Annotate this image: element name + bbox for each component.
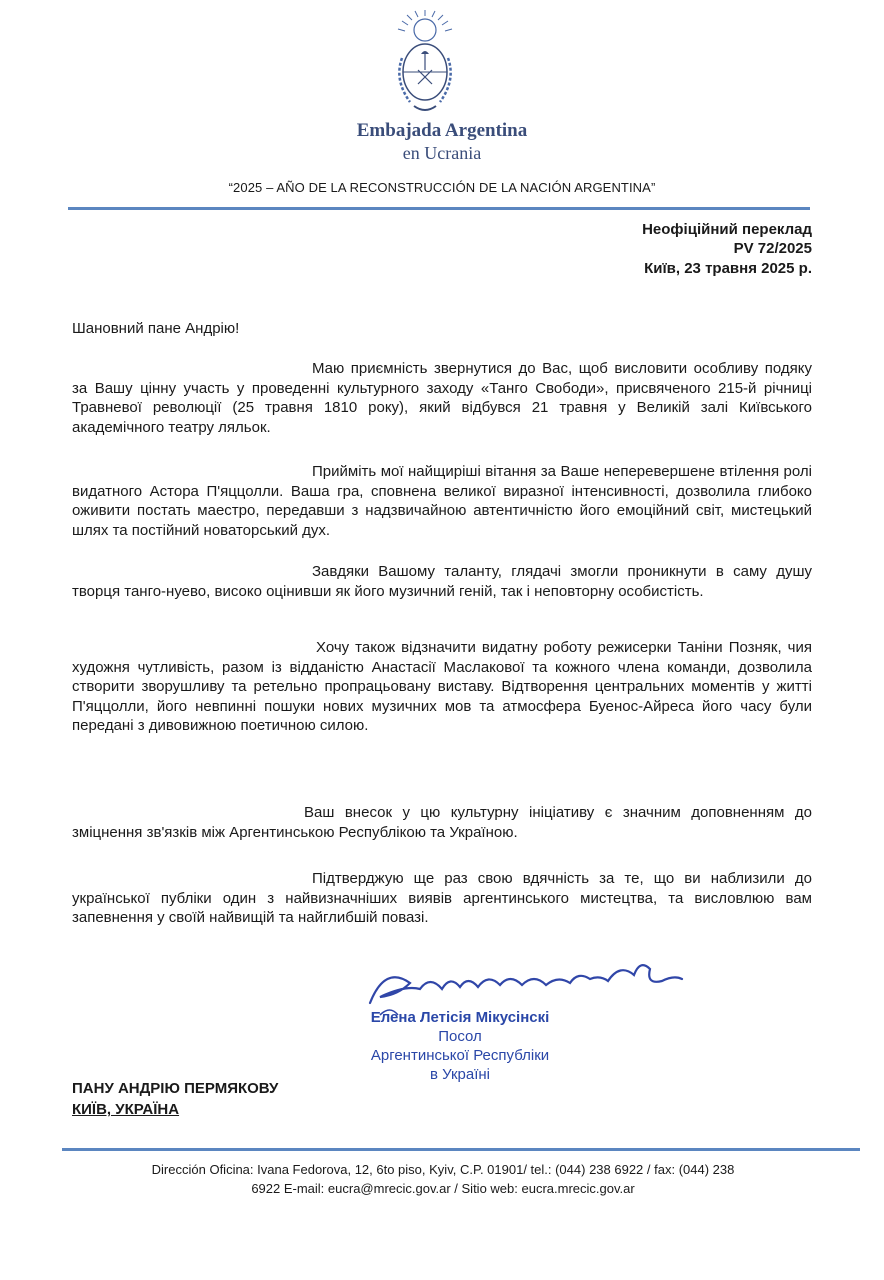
body-paragraph: Прийміть мої найщиріші вітання за Ваше неперевершене втілення ролі видатного Астора П'яццолли. Ваша гра, сповнена великої виразної інтенсивності, дозволила глибоко оживити постать маестро, передавши з надзвичайною автентичністю його емоційний світ, мистецький шлях та постійний новаторський дух. xyxy=(72,463,812,539)
addressee-city: КИЇВ, УКРАЇНА xyxy=(72,1101,180,1118)
place-date: Київ, 23 травня 2025 р. xyxy=(644,260,812,277)
translation-note: Неофіційний переклад xyxy=(642,221,812,238)
salutation: Шановний пане Андрію! xyxy=(72,320,240,337)
official-motto: “2025 – AÑO DE LA RECONSTRUCCIÓN DE LA NACIÓN ARGENTINA” xyxy=(228,180,656,195)
signatory-title: Посол xyxy=(438,1028,482,1045)
body-paragraph: Завдяки Вашому таланту, глядачі змогли проникнути в саму душу творця танго-нуево, високо оцінивши як його музичний геній, так і неповторну особистість. xyxy=(72,563,812,600)
footer-contact xyxy=(80,1160,806,1198)
addressee-name: ПАНУ АНДРІЮ ПЕРМЯКОВУ xyxy=(72,1080,279,1097)
signature-block xyxy=(340,1008,580,1084)
body-paragraph: Підтверджую ще раз свою вдячність за те, що ви наблизили до української публіки один з найвизначніших виявів аргентинського мистецтва, та висловлюю вам запевнення у своїй найвищій та найглибшій повазі. xyxy=(72,870,812,927)
embassy-location: en Ucrania xyxy=(402,143,482,163)
reference-number: PV 72/2025 xyxy=(733,240,812,257)
signatory-name: Елена Летісія Мікусінскі xyxy=(370,1009,550,1026)
body-paragraph: Хочу також відзначити видатну роботу режисерки Таніни Позняк, чия художня чутливість, разом із відданістю Анастасії Маслакової та кожного члена команди, дозволила створити зворушливу та ретельно пропрацьовану виставу. Відтворення центральних моментів у житті П'яццолли, його невпинні пошуки нових музичних мов та атмосфера Буенос-Айреса його часу були передані з дивовижною поетичною силою. xyxy=(72,639,812,735)
signatory-organization: Аргентинської Республіки xyxy=(370,1047,550,1064)
footer-email-line: 6922 E-mail: eucra@mrecic.gov.ar / Sitio web: eucra.mrecic.gov.ar xyxy=(251,1181,635,1196)
footer-divider xyxy=(62,1148,860,1151)
argentine-coat-of-arms-icon xyxy=(390,10,460,118)
signatory-country: в Україні xyxy=(429,1066,491,1083)
body-paragraph: Маю приємність звернутися до Вас, щоб висловити особливу подяку за Вашу цінну участь у проведенні культурного заходу «Танго Свободи», присвяченого 215-й річниці Травневої революції (25 травня 1810 року), який відбувся 21 травня у Великій залі Київського академічного театру ляльок. xyxy=(72,360,812,436)
header-divider xyxy=(68,207,810,210)
body-paragraph: Ваш внесок у цю культурну ініціативу є значним доповненням до зміцнення зв'язків між Аргентинською Республікою та Україною. xyxy=(72,804,812,841)
embassy-name: Embajada Argentina xyxy=(356,120,528,141)
footer-address-line: Dirección Oficina: Ivana Fedorova, 12, 6to piso, Kyiv, C.P. 01901/ tel.: (044) 238 6922 / fax: (044) 238 xyxy=(151,1162,735,1177)
